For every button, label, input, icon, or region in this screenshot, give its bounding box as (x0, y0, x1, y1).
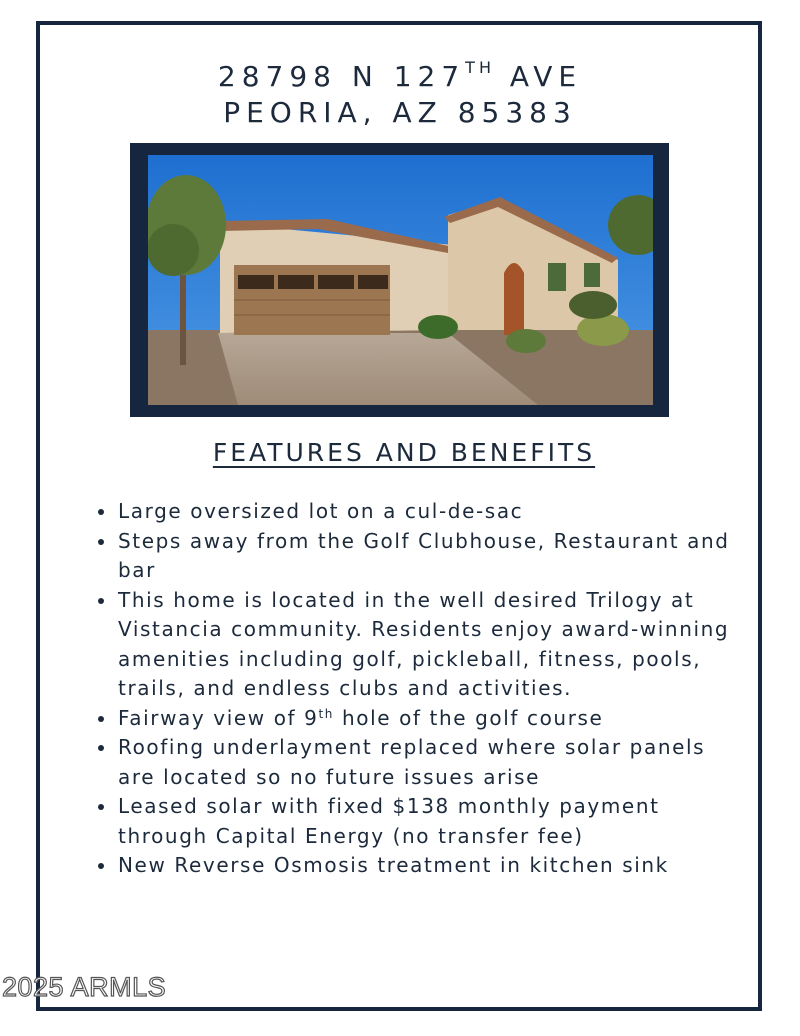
feature-item-text: Fairway view of 9 (118, 705, 319, 730)
address-line-1 (0, 60, 800, 93)
address-street-suffix: AVE (494, 60, 583, 93)
address-street: 28798 N 127 (217, 60, 466, 93)
feature-item (94, 704, 744, 734)
feature-item: New Reverse Osmosis treatment in kitchen sink (94, 851, 744, 881)
copyright-watermark: 2025 ARMLS (2, 972, 167, 1002)
features-list (94, 497, 744, 881)
house-photo (148, 155, 653, 405)
features-title: FEATURES AND BENEFITS (212, 438, 596, 467)
feature-item-suffix: hole of the golf course (334, 705, 604, 730)
feature-item: This home is located in the well desired Trilogy at Vistancia community. Residents enjoy award-winning amenities including golf, pickleball, fitness, pools, trails, and endless clubs and activities. (94, 586, 744, 704)
address-line-2: PEORIA, AZ 85383 (223, 96, 577, 129)
feature-item: Large oversized lot on a cul-de-sac (94, 497, 744, 527)
feature-item: Steps away from the Golf Clubhouse, Restaurant and bar (94, 527, 744, 586)
photo-frame (130, 143, 669, 417)
feature-item: Roofing underlayment replaced where solar panels are located so no future issues arise (94, 733, 744, 792)
feature-item: Leased solar with fixed $138 monthly payment through Capital Energy (no transfer fee) (94, 792, 744, 851)
feature-item-ordinal: th (318, 706, 334, 721)
address-street-ordinal: TH (465, 58, 495, 77)
